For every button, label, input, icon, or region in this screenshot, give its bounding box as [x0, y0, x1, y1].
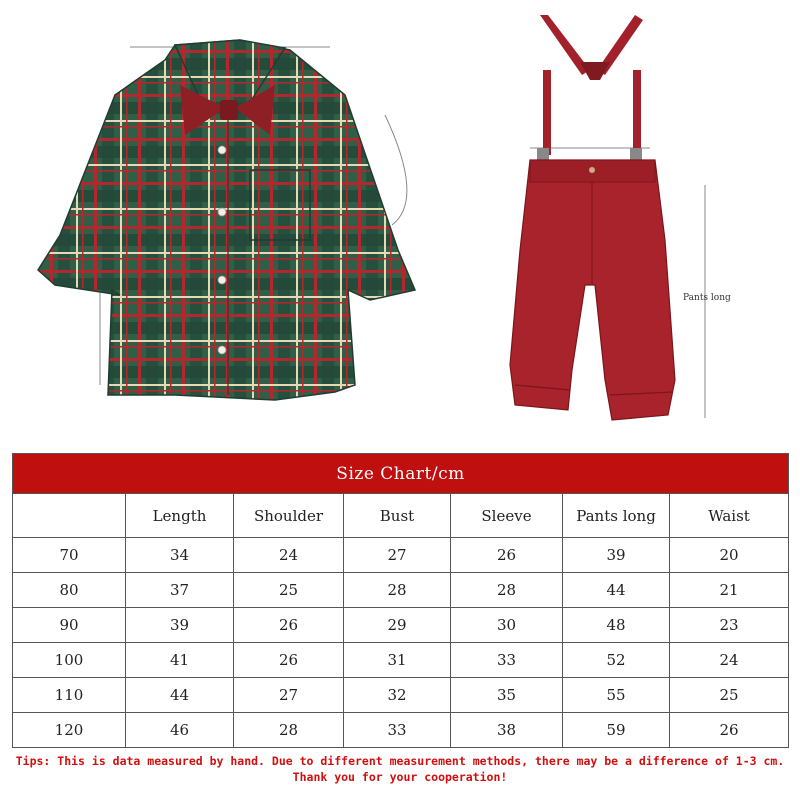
header-cell: Waist	[670, 494, 789, 538]
measurement-cell: 28	[344, 573, 451, 608]
measurement-cell: 29	[344, 608, 451, 643]
pants-image	[510, 160, 675, 420]
measurement-cell: 48	[563, 608, 670, 643]
measurement-cell: 52	[563, 643, 670, 678]
measurement-cell: 24	[670, 643, 789, 678]
size-chart	[12, 453, 788, 748]
measurement-cell: 39	[126, 608, 234, 643]
measurement-cell: 26	[451, 538, 563, 573]
measurement-cell: 26	[234, 643, 344, 678]
header-cell: Shoulder	[234, 494, 344, 538]
table-row	[13, 538, 789, 573]
measurement-cell: 25	[670, 678, 789, 713]
size-cell: 80	[13, 573, 126, 608]
measurement-cell: 41	[126, 643, 234, 678]
measurement-cell: 27	[344, 538, 451, 573]
measurement-cell: 34	[126, 538, 234, 573]
header-row	[13, 494, 789, 538]
measurement-cell: 31	[344, 643, 451, 678]
tips-note: Tips: This is data measured by hand. Due to different measurement methods, there may be a difference of 1-3 cm. Thank you for your cooperation!	[15, 754, 785, 784]
measurement-cell: 27	[234, 678, 344, 713]
header-cell	[13, 494, 126, 538]
measurement-cell: 21	[670, 573, 789, 608]
size-table	[12, 453, 789, 748]
measurement-cell: 24	[234, 538, 344, 573]
header-cell: Bust	[344, 494, 451, 538]
header-cell: Sleeve	[451, 494, 563, 538]
size-cell: 70	[13, 538, 126, 573]
measurement-cell: 26	[670, 713, 789, 748]
header-cell: Pants long	[563, 494, 670, 538]
table-row	[13, 713, 789, 748]
measurement-cell: 30	[451, 608, 563, 643]
measurement-cell: 55	[563, 678, 670, 713]
measurement-cell: 28	[451, 573, 563, 608]
header-cell: Length	[126, 494, 234, 538]
measurement-cell: 44	[563, 573, 670, 608]
measurement-cell: 59	[563, 713, 670, 748]
measurement-cell: 23	[670, 608, 789, 643]
table-row	[13, 643, 789, 678]
measurement-cell: 35	[451, 678, 563, 713]
measurement-cell: 33	[451, 643, 563, 678]
measurement-cell: 33	[344, 713, 451, 748]
suspenders-image	[537, 15, 643, 162]
size-cell: 90	[13, 608, 126, 643]
measurement-cell: 25	[234, 573, 344, 608]
shirt-image	[38, 40, 415, 400]
table-row	[13, 608, 789, 643]
measurement-cell: 44	[126, 678, 234, 713]
measurement-cell: 37	[126, 573, 234, 608]
measurement-cell: 46	[126, 713, 234, 748]
measurement-cell: 28	[234, 713, 344, 748]
size-cell: 100	[13, 643, 126, 678]
measurement-cell: 39	[563, 538, 670, 573]
measurement-cell: 20	[670, 538, 789, 573]
pants-long-label: Pants long	[683, 293, 731, 303]
size-chart-title: Size Chart/cm	[13, 454, 789, 494]
table-row	[13, 573, 789, 608]
measurement-cell: 32	[344, 678, 451, 713]
measurement-cell: 38	[451, 713, 563, 748]
measurement-cell: 26	[234, 608, 344, 643]
size-cell: 110	[13, 678, 126, 713]
size-cell: 120	[13, 713, 126, 748]
table-row	[13, 678, 789, 713]
